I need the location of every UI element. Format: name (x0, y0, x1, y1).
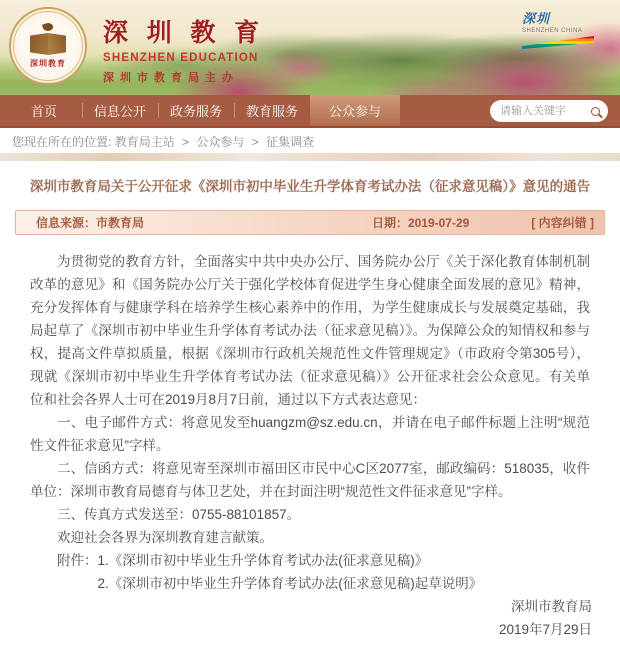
breadcrumb-link-surveys[interactable]: 征集调查 (266, 135, 315, 149)
article-meta-bar (15, 210, 605, 235)
signature-block (0, 595, 620, 641)
open-book-icon (30, 33, 66, 55)
signature-date: 2019年7月29日 (498, 622, 592, 637)
breadcrumb (0, 128, 620, 153)
paragraph: 为贯彻党的教育方针，全面落实中共中央办公厅、国务院办公厅《关于深化教育体制机制改革的意见》和《国务院办公厅关于强化学校体育促进学生身心健康全面发展的意见》精神，充分发挥体育与健康学科在培养学生核心素养中的作用，为学生健康成长与发展奠定基础，我局起草了《深圳市初中毕业生升学体育考试办法（征求意见稿）》。为保障公众的知情权和参与权，提高文件草拟质量，根据《深圳市行政机关规范性文件管理规定》（市政府令第305号），现就《深圳市初中毕业生升学体育考试办法（征求意见稿）》公开征求社会公众意见。有关单位和社会各界人士可在2019月8月7日前，通过以下方式表达意见： (30, 254, 590, 407)
search-box[interactable] (490, 100, 608, 122)
header-banner (0, 0, 620, 95)
site-host-label: 深圳市教育局主办 (103, 72, 239, 84)
site-title-en: SHENZHEN EDUCATION (103, 52, 259, 64)
rainbow-swoosh-icon (522, 36, 594, 49)
paragraph: 一、电子邮件方式：将意见发至huangzm@sz.edu.cn，并请在电子邮件标题上注明“规范性文件征求意见”字样。 (30, 415, 590, 453)
signature-org: 深圳市教育局 (511, 599, 592, 614)
site-title-block (103, 13, 264, 85)
nav-item-public-participation[interactable]: 公众参与 (310, 95, 400, 126)
paragraph: 三、传真方式发送至：0755-88101857。 (57, 507, 301, 522)
nav-item-gov-services[interactable]: 政务服务 (158, 95, 234, 126)
meta-source: 信息来源：市教育局 (36, 216, 145, 230)
city-logo-en: SHENZHEN CHINA (522, 28, 583, 34)
page-title: 深圳市教育局关于公开征求《深圳市初中毕业生升学体育考试办法（征求意见稿）》意见的通告 (29, 179, 591, 194)
nav-item-edu-services[interactable]: 教育服务 (234, 95, 310, 126)
main-nav (0, 95, 620, 128)
nav-item-info-disclosure[interactable]: 信息公开 (82, 95, 158, 126)
attachment-link-2[interactable]: 2.《深圳市初中毕业生升学体育考试办法(征求意见稿)起草说明》 (97, 576, 483, 591)
nav-item-home[interactable]: 首页 (30, 104, 57, 119)
education-bureau-emblem (9, 7, 87, 85)
search-icon[interactable] (591, 107, 600, 116)
meta-date: 日期：2019-07-29 (371, 216, 470, 230)
decorative-band (0, 153, 620, 161)
breadcrumb-link-main-site[interactable]: 教育局主站 (114, 135, 175, 149)
breadcrumb-label: 您现在所在的位置: (12, 135, 112, 149)
site-title: 深 圳 教 育 (103, 18, 265, 47)
breadcrumb-separator: > (251, 135, 259, 149)
shenzhen-city-logo (522, 8, 608, 49)
paragraph: 二、信函方式：将意见寄至深圳市福田区市民中心C区2077室，邮政编码：518035，收件单位：深圳市教育局德育与体卫艺处，并在封面注明“规范性文件征求意见”字样。 (30, 461, 590, 499)
bird-icon (42, 22, 54, 33)
attachment-link-1[interactable]: 附件：1.《深圳市初中毕业生升学体育考试办法(征求意见稿)》 (57, 553, 429, 568)
emblem-label: 深圳教育 (30, 59, 66, 68)
content-correction-link[interactable]: [ 内容纠错 ] (531, 216, 594, 230)
breadcrumb-separator: > (182, 135, 190, 149)
article-body (30, 250, 590, 595)
paragraph: 欢迎社会各界为深圳教育建言献策。 (57, 530, 273, 545)
breadcrumb-link-participation[interactable]: 公众参与 (196, 135, 245, 149)
search-input[interactable] (500, 105, 591, 117)
city-logo-cn: 深圳 (522, 12, 551, 27)
